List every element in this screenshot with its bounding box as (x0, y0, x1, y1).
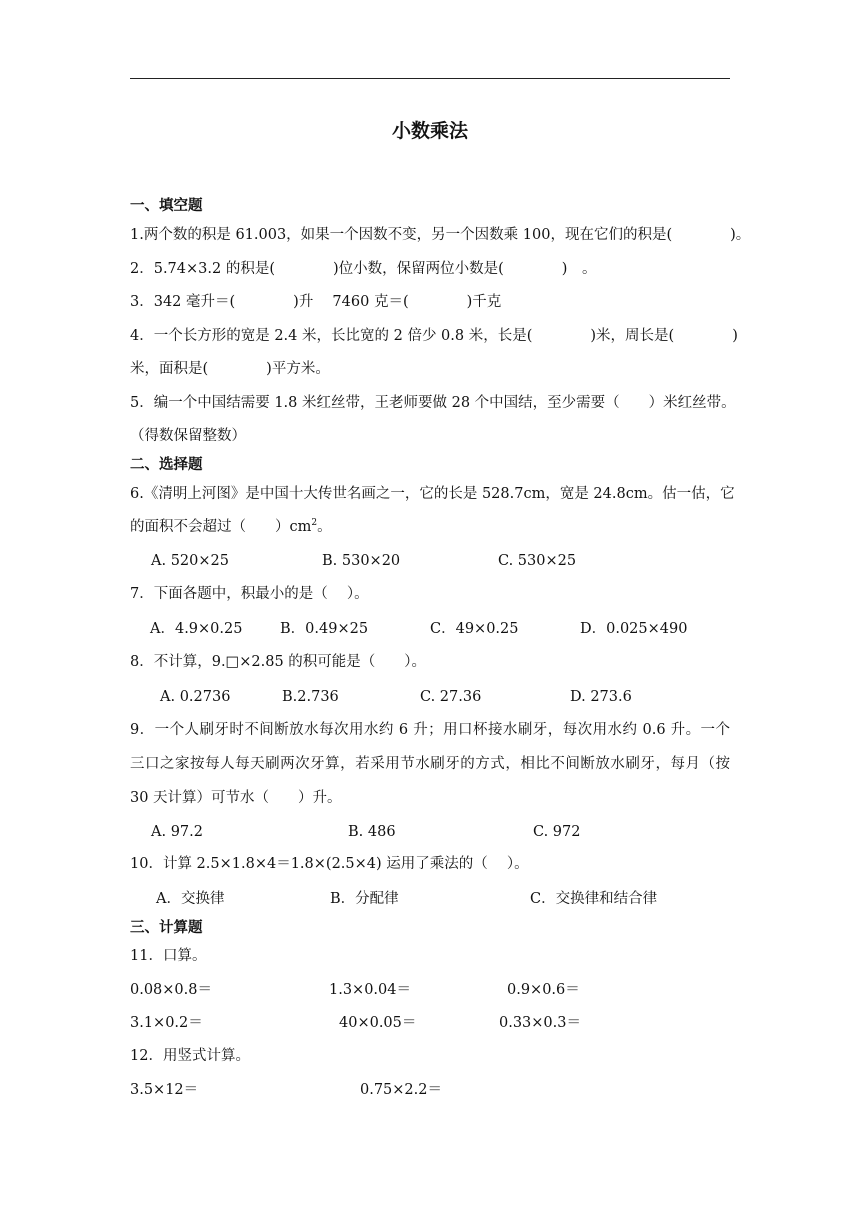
section-heading-calculation: 三、计算题 (130, 920, 203, 936)
page-title: 小数乘法 (391, 120, 468, 142)
question-6-line-2-end: 。 (317, 519, 332, 535)
q8-option-b: B.2.736 (282, 689, 339, 705)
q8-option-a: A. 0.2736 (160, 689, 231, 705)
q12-item-2: 0.75×2.2＝ (360, 1082, 442, 1098)
q11-item-1: 0.08×0.8＝ (130, 982, 212, 998)
question-4-line-2: 米，面积是( )平方米。 (130, 361, 330, 377)
section-heading-choice: 二、选择题 (130, 457, 203, 473)
q11-item-5: 40×0.05＝ (339, 1015, 417, 1031)
question-10: 10．计算 2.5×1.8×4＝1.8×(2.5×4) 运用了乘法的（ ）。 (130, 856, 529, 872)
q8-option-d: D. 273.6 (570, 689, 632, 705)
question-6-line-2 (130, 517, 332, 537)
q9-option-b: B. 486 (348, 824, 396, 840)
q6-option-a: A. 520×25 (151, 553, 229, 569)
q10-option-a: A．交换律 (156, 891, 225, 907)
question-7: 7．下面各题中，积最小的是（ ）。 (130, 586, 369, 602)
q12-item-1: 3.5×12＝ (130, 1082, 199, 1098)
question-4-line-1: 4．一个长方形的宽是 2.4 米，长比宽的 2 倍少 0.8 米，长是( )米，周长是( ) (130, 328, 738, 344)
question-2: 2．5.74×3.2 的积是( )位小数，保留两位小数是( ) 。 (130, 261, 597, 277)
question-5-line-1: 5．编一个中国结需要 1.8 米红丝带，王老师要做 28 个中国结，至少需要（ ）米红丝带。 (130, 395, 736, 411)
q8-option-c: C. 27.36 (420, 689, 482, 705)
q11-item-6: 0.33×0.3＝ (499, 1015, 581, 1031)
q7-option-b: B．0.49×25 (280, 621, 369, 637)
question-9-line-3: 30 天计算）可节水（ ）升。 (130, 790, 342, 806)
q10-option-c: C．交换律和结合律 (530, 891, 658, 907)
q7-option-a: A．4.9×0.25 (150, 621, 243, 637)
q10-option-b: B．分配律 (330, 891, 399, 907)
q11-item-4: 3.1×0.2＝ (130, 1015, 203, 1031)
q11-item-2: 1.3×0.04＝ (329, 982, 411, 998)
squared-superscript: 2 (311, 518, 318, 529)
q7-option-d: D．0.025×490 (580, 621, 688, 637)
question-8: 8．不计算，9.□×2.85 的积可能是（ ）。 (130, 654, 427, 670)
q9-option-a: A. 97.2 (151, 824, 203, 840)
question-12: 12．用竖式计算。 (130, 1048, 250, 1064)
q11-item-3: 0.9×0.6＝ (507, 982, 580, 998)
question-11: 11．口算。 (130, 948, 207, 964)
q6-option-b: B. 530×20 (322, 553, 401, 569)
question-3: 3．342 毫升＝( )升 7460 克＝( )千克 (130, 294, 502, 310)
question-1: 1.两个数的积是 61.003，如果一个因数不变，另一个因数乘 100，现在它们的积是( )。 (130, 227, 751, 243)
question-6-line-2-text: 的面积不会超过（ ）cm (130, 519, 312, 535)
question-9-line-1: 9．一个人刷牙时不间断放水每次用水约 6 升；用口杯接水刷牙，每次用水约 0.6 升。一个 (130, 722, 730, 738)
question-5-line-2: （得数保留整数） (130, 428, 246, 444)
section-heading-fill-in: 一、填空题 (130, 198, 203, 214)
q9-option-c: C. 972 (533, 824, 581, 840)
q6-option-c: C. 530×25 (498, 553, 577, 569)
question-6-line-1: 6.《清明上河图》是中国十大传世名画之一，它的长是 528.7cm，宽是 24.8cm。估一估，它 (130, 486, 735, 502)
q7-option-c: C．49×0.25 (430, 621, 519, 637)
header-rule (130, 78, 730, 79)
question-9-line-2: 三口之家按每人每天刷两次牙算，若采用节水刷牙的方式，相比不间断放水刷牙，每月（按 (130, 756, 730, 772)
